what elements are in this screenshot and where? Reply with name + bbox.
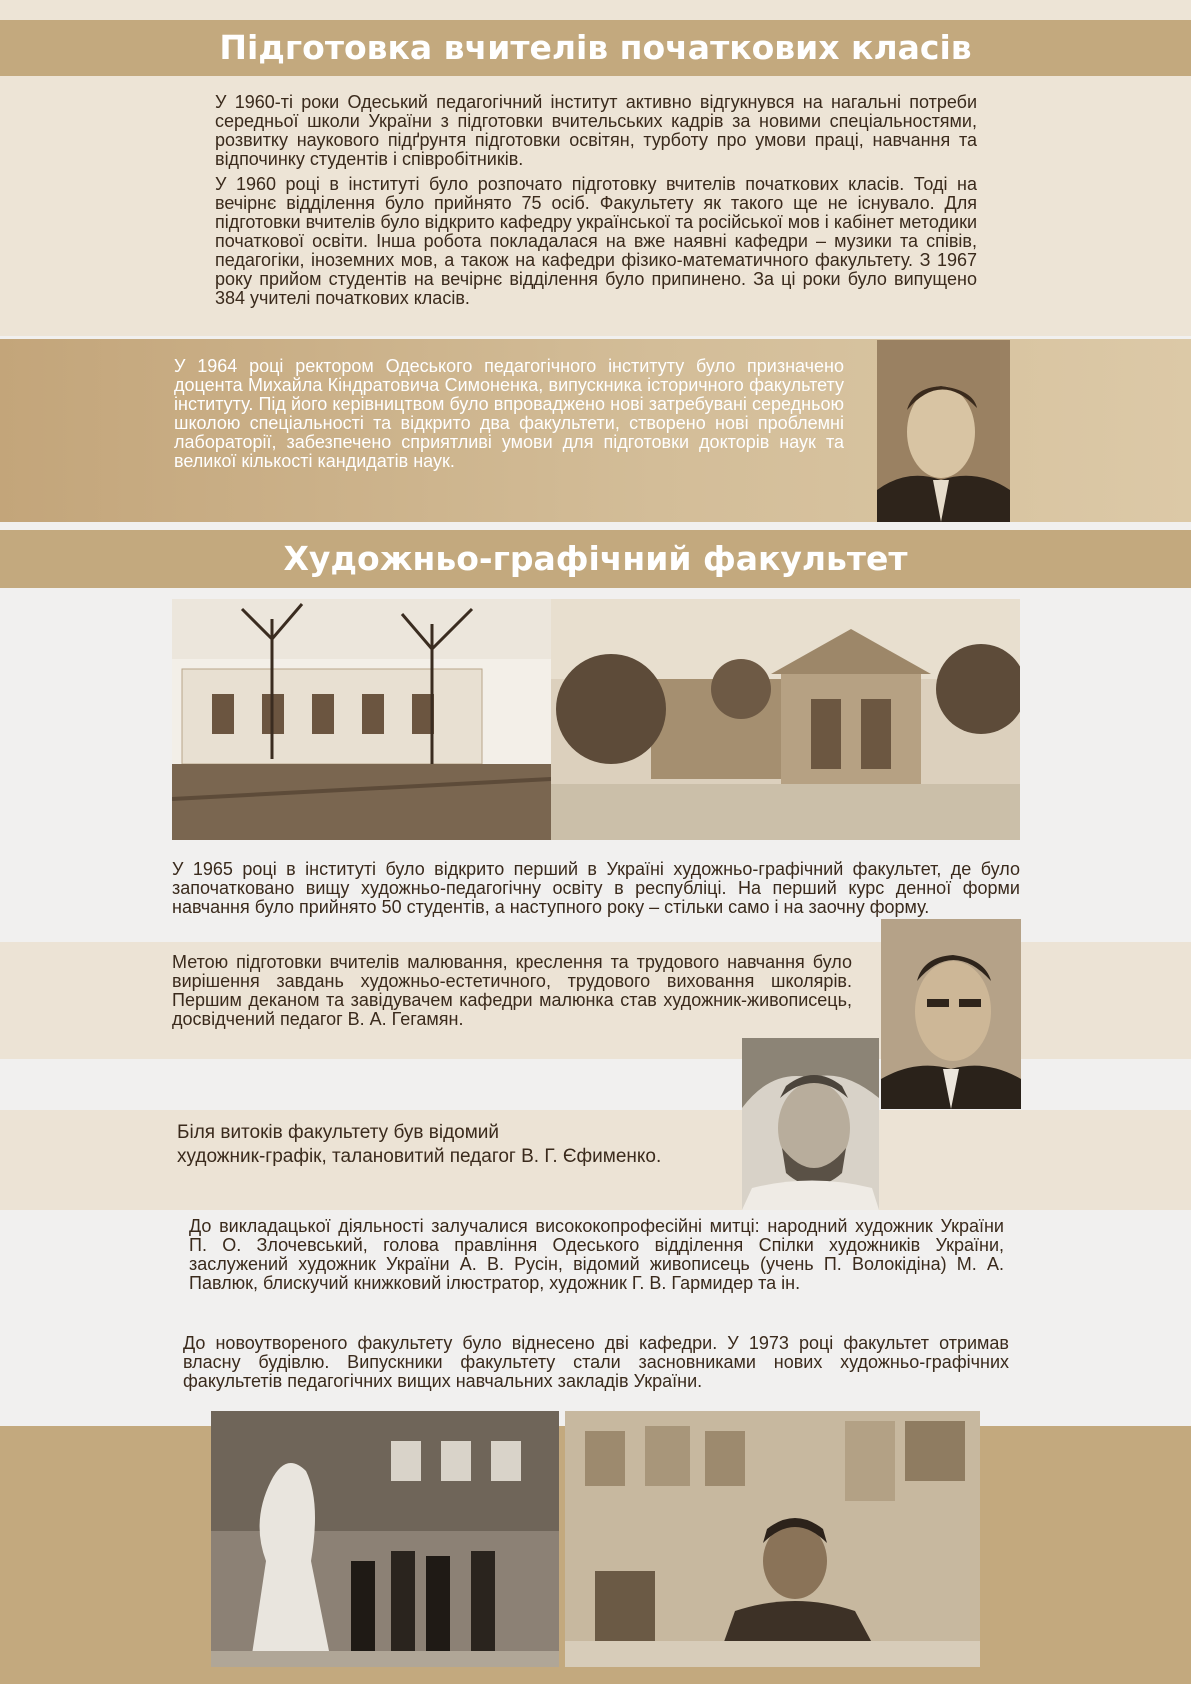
yefymenko-portrait-image xyxy=(742,1038,879,1210)
building-photo-2 xyxy=(551,599,1020,840)
yefymenko-text-line-2: художник-графік, талановитий педагог В. Г. Єфименко. xyxy=(177,1146,662,1167)
artist-at-work-image xyxy=(565,1411,980,1667)
section1-intro-paragraph: У 1960-ті роки Одеський педагогічний інститут активно відгукнувся на нагальні потреби середньої школи України з підготовки вчительських кадрів за новими спеціальностями, розвитку наукового підґрунтя підготовки освітян, турботу про умови праці, навчання та відпочинку студентів і співробітників. xyxy=(215,92,977,169)
teaching-staff-paragraph: До викладацької діяльності залучалися висококопрофесійні митці: народний художник України П. О. Злочевський, голова правління Одеського відділення Спілки художників України, заслужений художник України А. В. Русін, відомий живописець (учень П. Волокідіна) М. А. Павлюк, блискучий книжковий ілюстратор, художник Г. В. Гармидер та ін. xyxy=(189,1216,1004,1293)
yefymenko-portrait-photo xyxy=(742,1038,879,1210)
gegamian-portrait-photo xyxy=(881,919,1021,1109)
artist-at-work-photo xyxy=(565,1411,980,1667)
departments-paragraph: До новоутвореного факультету було віднесено дві кафедри. У 1973 році факультет отримав власну будівлю. Випускники факультету стали засновниками нових художньо-графічних факультетів педагогічних вищих навчальних закладів України. xyxy=(183,1333,1009,1391)
section1-primary-teachers-paragraph: У 1960 році в інституті було розпочато підготовку вчителів початкових класів. Тоді на вечірнє відділення було прийнято 75 осіб. Факультету як такого ще не існувало. Для підготовки вчителів було відкрито кафедру української та російської мов і кабінет методики початкової освіти. Інша робота покладалася на вже наявні кафедри – музики та співів, педагогіки, іноземних мов, а також на кафедри фізико-математичного факультету. З 1967 року прийом студентів на вечірнє відділення було припинено. За ці роки було випущено 384 учителі початкових класів. xyxy=(215,174,977,308)
studio-class-image xyxy=(211,1411,559,1667)
gegamian-portrait-image xyxy=(881,919,1021,1109)
rector-paragraph: У 1964 році ректором Одеського педагогічного інституту було призначено доцента Михайла Кіндратовича Симоненка, випускника історичного факультету інституту. Під його керівництвом було впроваджено нові затребувані середньою школою спеціальності та відкрито два факультети, створено нові проблемні лабораторії, забезпечено сприятливі умови для підготовки докторів наук та великої кількості кандидатів наук. xyxy=(174,356,844,471)
faculty-goals-paragraph: Метою підготовки вчителів малювання, креслення та трудового навчання було вирішення завдань художньо-естетичного, трудового виховання школярів. Першим деканом та завідувачем кафедри малюнка став художник-живописець, досвідчений педагог В. А. Гегамян. xyxy=(172,952,852,1029)
building-photo-1-image xyxy=(172,599,551,840)
rector-portrait-photo xyxy=(877,340,1010,522)
rector-portrait-image xyxy=(877,340,1010,522)
building-photo-2-image xyxy=(551,599,1020,840)
faculty-founding-paragraph: У 1965 році в інституті було відкрито перший в Україні художньо-графічний факультет, де було започатковано вищу художньо-педагогічну освіту в республіці. На перший курс денної форми навчання було прийнято 50 студентів, а наступного року – стільки само і на заочну форму. xyxy=(172,859,1020,917)
yefymenko-text-line-1: Біля витоків факультету був відомий xyxy=(177,1122,500,1143)
studio-class-photo xyxy=(211,1411,559,1667)
section1-title: Підготовка вчителів початкових класів xyxy=(0,20,1191,76)
building-photo-1 xyxy=(172,599,551,840)
section2-title: Художньо-графічний факультет xyxy=(0,530,1191,588)
